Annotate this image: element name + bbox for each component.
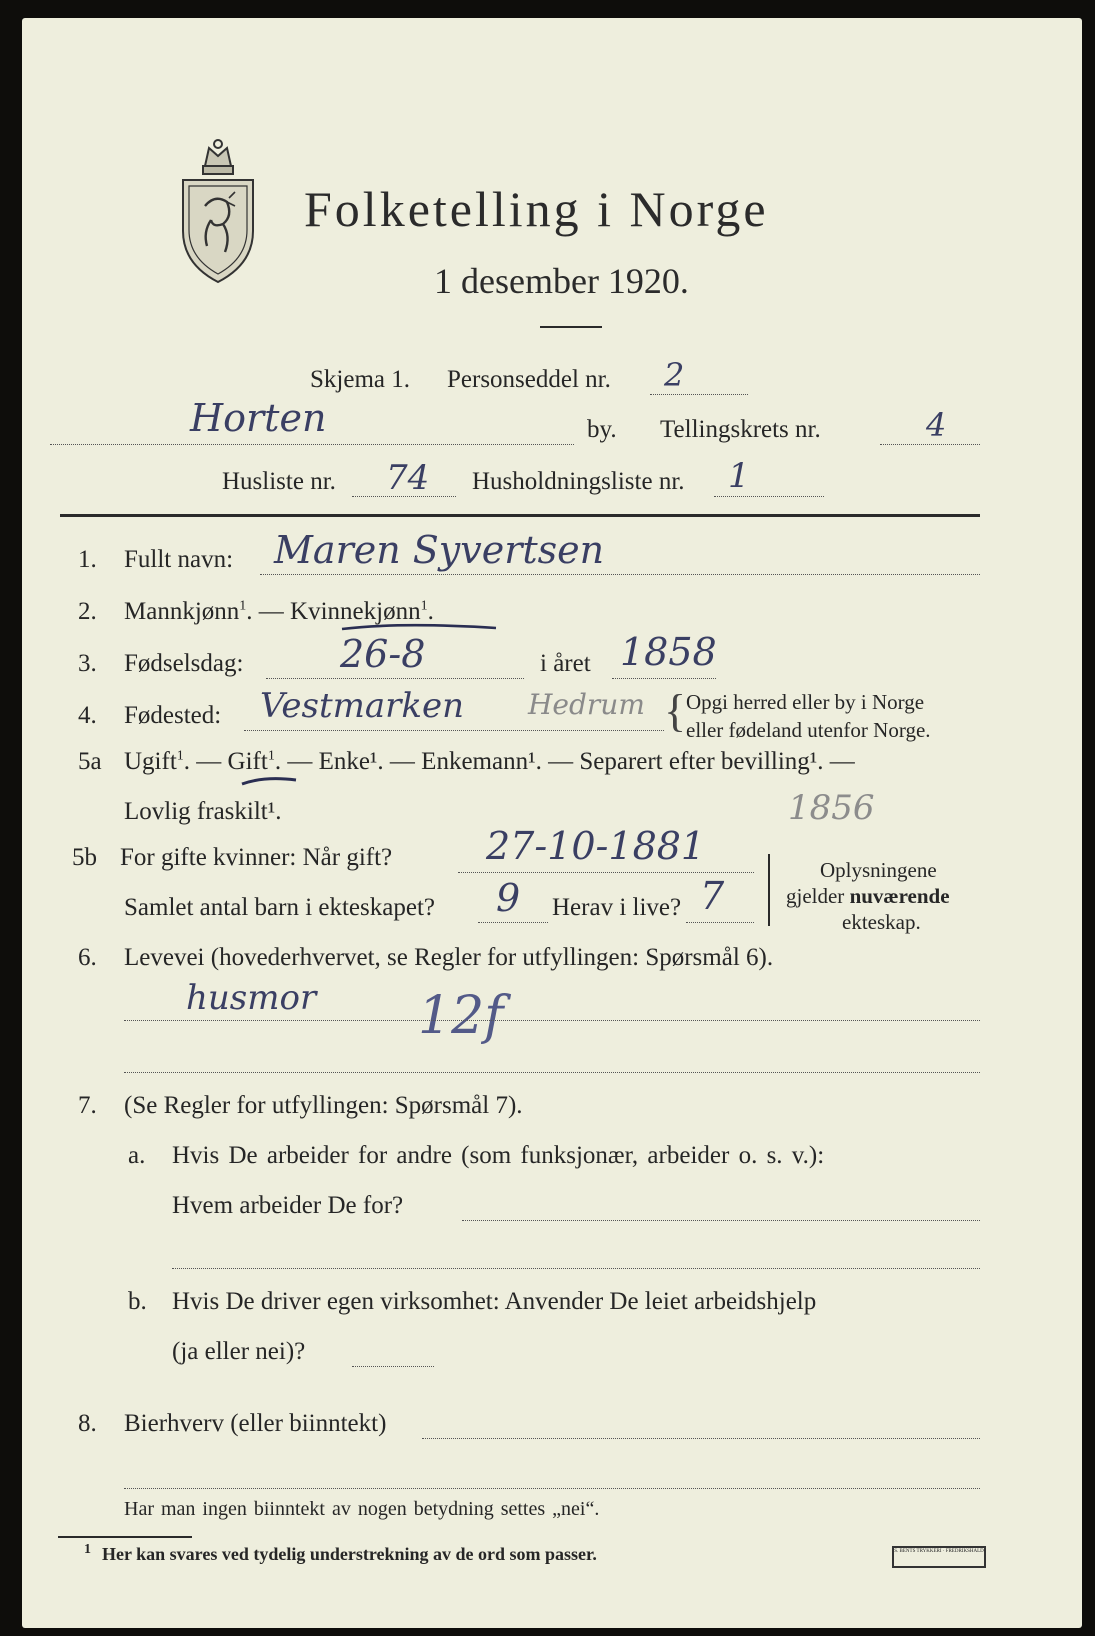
q5b-label: For gifte kvinner: Når gift? (120, 844, 393, 871)
q3-line (266, 678, 524, 679)
margin-note-year: 1856 (788, 788, 875, 828)
q5b-alive-line (686, 922, 754, 923)
husholdning-value[interactable]: 1 (728, 456, 750, 496)
q6-line-1 (124, 1020, 980, 1021)
q5a-ugift[interactable]: Ugift (124, 748, 177, 775)
q7a-number: a. (128, 1142, 146, 1169)
q5a-rest: . — Enke¹. — Enkemann¹. — Separert efter bevilling¹. — (274, 748, 855, 775)
q7b-number: b. (128, 1288, 147, 1315)
form-date: 1 desember 1920. (434, 261, 689, 301)
q3-label: Fødselsdag: (124, 650, 244, 677)
q5b-married-value[interactable]: 27-10-1881 (486, 824, 706, 868)
personseddel-line (650, 394, 748, 395)
q5b-line (458, 872, 754, 873)
q5b-note-3: ekteskap. (842, 910, 921, 934)
q4-note-1: Opgi herred eller by i Norge (686, 690, 925, 714)
footnote-sup: 1 (239, 598, 247, 614)
q3-birthday-value[interactable]: 26-8 (340, 632, 426, 676)
q7a-question: Hvem arbeider De for? (172, 1192, 404, 1219)
title-divider (540, 326, 602, 328)
q1-fullname-value[interactable]: Maren Syvertsen (274, 528, 605, 572)
q5b-children-value[interactable]: 9 (496, 876, 521, 920)
q1-line (260, 574, 980, 575)
by-value[interactable]: Horten (190, 396, 327, 440)
q4-birthplace-value-2[interactable]: Hedrum (528, 688, 645, 721)
q2-end: . (427, 598, 434, 625)
q5b-alive-label: Herav i live? (552, 894, 682, 921)
q2-kvinne[interactable]: Kvinnekjønn (290, 598, 421, 625)
q6-occupation-code: 12f (418, 986, 504, 1046)
q8-line-1 (422, 1438, 980, 1439)
q7-label: (Se Regler for utfyllingen: Spørsmål 7). (124, 1092, 523, 1119)
q7b-question: (ja eller nei)? (172, 1338, 306, 1365)
q3-number: 3. (78, 650, 97, 677)
note-nei: Har man ingen biinntekt av nogen betydning settes „nei“. (124, 1498, 600, 1520)
personseddel-label: Personseddel nr. (447, 366, 611, 393)
q4-label: Fødested: (124, 702, 222, 729)
q5b-note-2b: nuværende (849, 884, 950, 908)
q5b-number: 5b (72, 844, 97, 871)
q2-number: 2. (78, 598, 97, 625)
q5b-note-2 (786, 884, 950, 909)
q1-number: 1. (78, 546, 97, 573)
q4-note-2: eller fødeland utenfor Norge. (686, 718, 931, 742)
q4-birthplace-value[interactable]: Vestmarken (260, 686, 465, 726)
q3-year-line (612, 678, 716, 679)
header-rule (60, 514, 980, 517)
q1-label: Fullt navn: (124, 546, 234, 573)
q8-number: 8. (78, 1410, 97, 1437)
q6-label: Levevei (hovederhvervet, se Regler for utfyllingen: Spørsmål 6). (124, 944, 774, 971)
husholdning-line (714, 496, 824, 497)
coat-of-arms-icon (177, 136, 259, 286)
q5b-children-line (478, 922, 548, 923)
footnote-rule (58, 1536, 192, 1538)
q8-label: Bierhverv (eller biinntekt) (124, 1410, 387, 1437)
q5a-number: 5a (78, 748, 102, 775)
gift-underline (240, 774, 300, 788)
footnote-mark: 1 (84, 1542, 91, 1557)
q7b-line (352, 1366, 434, 1367)
q5b-alive-value[interactable]: 7 (700, 874, 725, 918)
footnote-sup: 1 (176, 748, 184, 764)
q7a-text: Hvis De arbeider for andre (som funksjonær, arbeider o. s. v.): (172, 1142, 825, 1169)
q7a-line-2 (172, 1268, 980, 1269)
footnote-sup: 1 (267, 748, 275, 764)
husholdning-label: Husholdningsliste nr. (472, 468, 685, 495)
q2-mann[interactable]: Mannkjønn (124, 598, 240, 625)
q4-brace: { (664, 685, 687, 736)
q5b-note-2a: gjelder (786, 884, 850, 908)
q3-year-value[interactable]: 1858 (620, 630, 717, 674)
q8-line-2 (124, 1488, 980, 1489)
q3-year-label: i året (540, 650, 591, 677)
personseddel-value[interactable]: 2 (664, 356, 685, 394)
q6-number: 6. (78, 944, 97, 971)
q6-occupation-value[interactable]: husmor (186, 978, 317, 1018)
q5a-sep: . — (183, 748, 228, 775)
q6-line-2 (124, 1072, 980, 1073)
q5b-note-bracket (768, 854, 770, 926)
by-label: by. (587, 416, 617, 443)
tellingskrets-line (880, 444, 980, 445)
q7-number: 7. (78, 1092, 97, 1119)
q4-line (244, 730, 664, 731)
q4-number: 4. (78, 702, 97, 729)
by-line (50, 444, 574, 445)
footnote-sup: 1 (420, 598, 428, 614)
q7a-line-1 (462, 1220, 980, 1221)
husliste-value[interactable]: 74 (386, 458, 430, 498)
q5a-line2: Lovlig fraskilt¹. (124, 798, 282, 825)
census-form (22, 18, 1082, 1628)
printer-stamp: S. BENTS TRYKKERI · FREDRIKSHALD (892, 1546, 986, 1568)
form-title: Folketelling i Norge (304, 181, 769, 237)
q5b-note-1: Oplysningene (820, 858, 937, 882)
husliste-label: Husliste nr. (222, 468, 336, 495)
q2-dash: . — (246, 598, 291, 625)
q7b-text: Hvis De driver egen virksomhet: Anvender De leiet arbeidshjelp (172, 1288, 817, 1315)
q5b-children-label: Samlet antal barn i ekteskapet? (124, 894, 435, 921)
tellingskrets-value[interactable]: 4 (926, 406, 947, 444)
q5a-gift[interactable]: Gift (227, 748, 268, 775)
q5a-options (124, 748, 855, 776)
skjema-label: Skjema 1. (310, 366, 410, 393)
tellingskrets-label: Tellingskrets nr. (660, 416, 821, 443)
footnote-text: Her kan svares ved tydelig understrekning av de ord som passer. (102, 1544, 597, 1564)
